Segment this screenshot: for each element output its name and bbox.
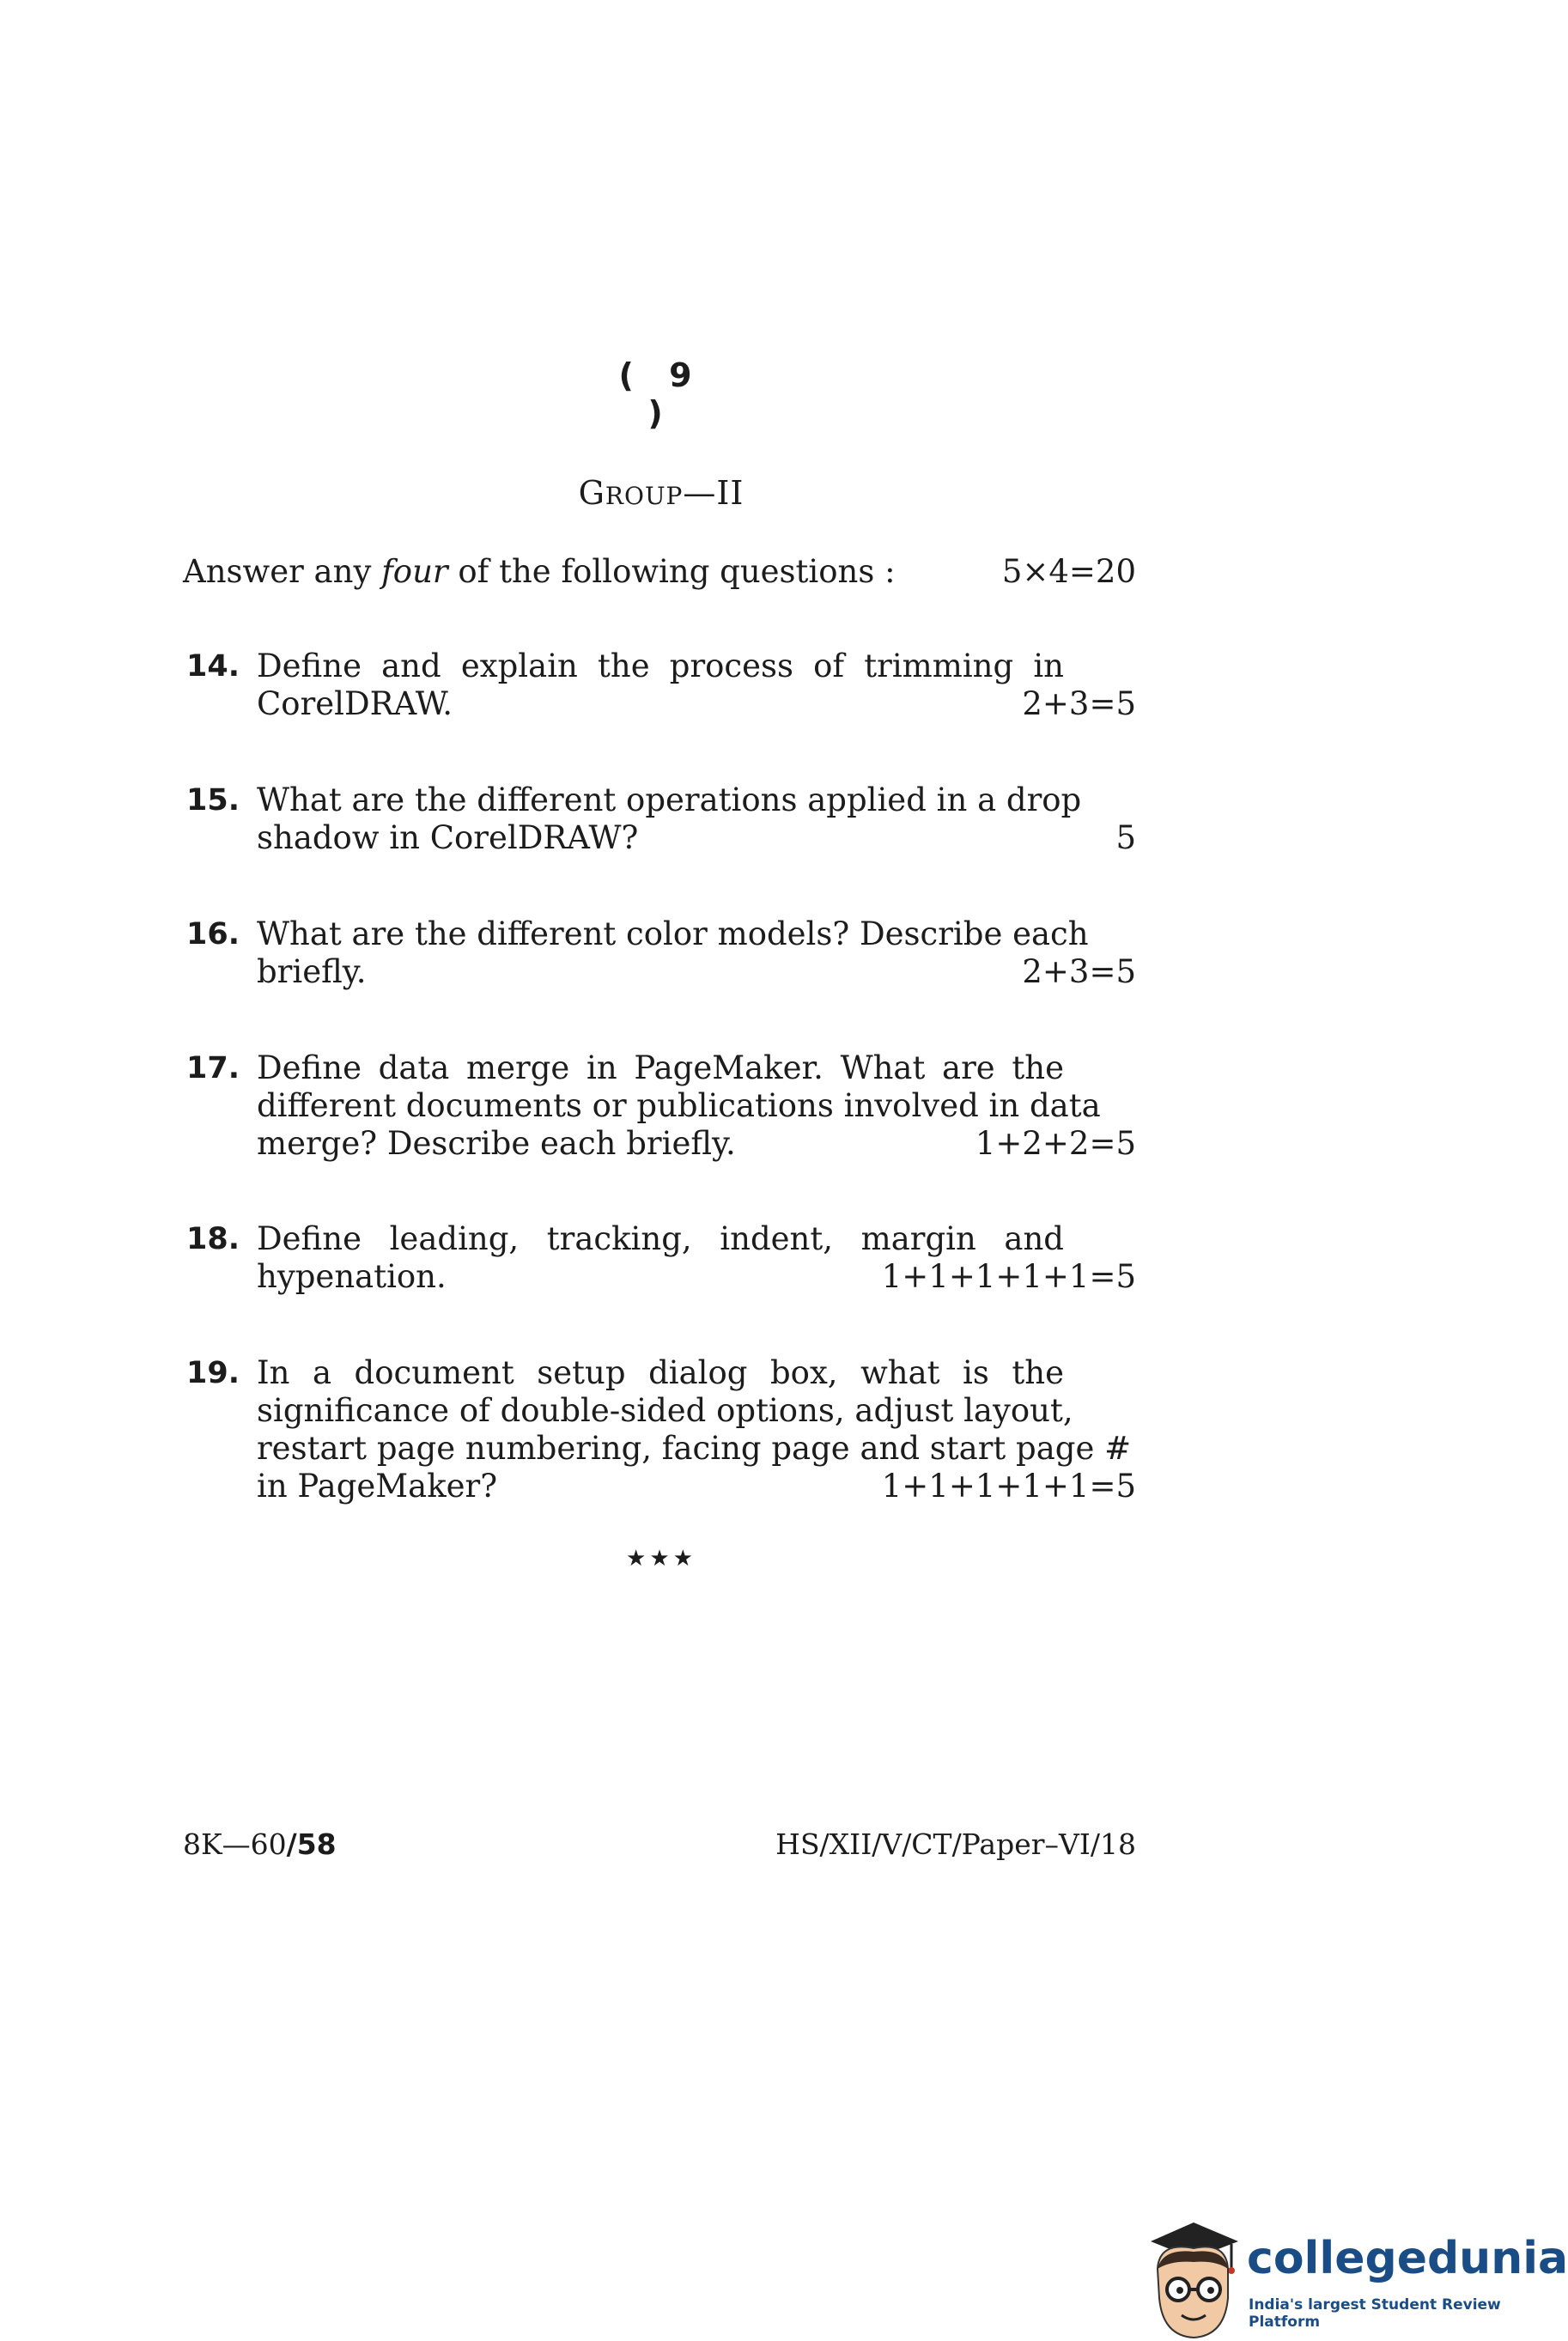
question-item bbox=[183, 781, 1136, 857]
question-text-line: in PageMaker? bbox=[257, 1468, 498, 1505]
instructions bbox=[183, 553, 1136, 590]
footer-code-left bbox=[183, 1827, 337, 1861]
question-item bbox=[183, 648, 1136, 723]
group-title-suffix: —II bbox=[683, 474, 744, 512]
question-text-line: merge? Describe each briefly. bbox=[257, 1125, 736, 1162]
group-title-smallcaps: ROUP bbox=[605, 482, 684, 510]
question-text-line: Define and explain the process of trimming in bbox=[257, 648, 1064, 684]
question-number: 14. bbox=[186, 649, 240, 684]
watermark-tagline: India's largest Student Review Platform bbox=[1249, 2296, 1501, 2331]
question-number: 19. bbox=[186, 1356, 240, 1390]
question-text-line: briefly. bbox=[257, 953, 367, 990]
collegedunia-watermark bbox=[1142, 2216, 1568, 2341]
question-text-line: significance of double-sided options, adjust layout, bbox=[257, 1392, 1073, 1429]
question-item bbox=[183, 1354, 1136, 1505]
instructions-marks: 5×4=20 bbox=[1001, 553, 1136, 590]
instructions-emphasis: four bbox=[381, 553, 448, 590]
instructions-text: Answer any bbox=[183, 553, 382, 590]
question-number: 16. bbox=[186, 917, 240, 952]
question-text-line: different documents or publications involved in data bbox=[257, 1087, 1101, 1124]
instructions-text-tail: of the following questions : bbox=[447, 553, 896, 590]
question-marks: 2+3=5 bbox=[1022, 953, 1136, 990]
question-item bbox=[183, 915, 1136, 991]
question-marks: 2+3=5 bbox=[1022, 685, 1136, 722]
question-text-line: In a document setup dialog box, what is the bbox=[257, 1354, 1064, 1391]
question-text bbox=[257, 1049, 1101, 1163]
question-text-line: Define data merge in PageMaker. What are the bbox=[257, 1049, 1064, 1086]
question-text-line: What are the different operations applied in a drop bbox=[257, 781, 1082, 818]
student-mascot-icon bbox=[1142, 2216, 1245, 2341]
footer-code-right: HS/XII/V/CT/Paper–VI/18 bbox=[775, 1827, 1136, 1861]
question-marks: 5 bbox=[1115, 819, 1136, 856]
question-marks: 1+1+1+1+1=5 bbox=[881, 1468, 1136, 1505]
footer-code-left-text: 8K—60 bbox=[183, 1827, 287, 1861]
question-text-line: CorelDRAW. bbox=[257, 685, 453, 722]
question-text-line: restart page numbering, facing page and start page # bbox=[257, 1430, 1132, 1467]
end-mark: ★★★ bbox=[626, 1546, 696, 1572]
question-marks: 1+2+2=5 bbox=[975, 1125, 1136, 1162]
group-title-initial: G bbox=[578, 474, 605, 512]
watermark-brand: collegedunia bbox=[1247, 2233, 1568, 2284]
page-number: ( 9 ) bbox=[618, 356, 704, 432]
question-number: 18. bbox=[186, 1222, 240, 1256]
question-text-line: hypenation. bbox=[257, 1258, 447, 1295]
question-text bbox=[257, 648, 1064, 723]
question-item bbox=[183, 1049, 1136, 1163]
question-number: 15. bbox=[186, 783, 240, 818]
group-title bbox=[481, 474, 842, 512]
question-text-line: shadow in CorelDRAW? bbox=[257, 819, 639, 856]
question-text-line: What are the different color models? Describe each bbox=[257, 915, 1089, 952]
question-number: 17. bbox=[186, 1051, 240, 1085]
question-text-line: Define leading, tracking, indent, margin and bbox=[257, 1220, 1064, 1257]
footer-code-left-bold: /58 bbox=[286, 1827, 337, 1861]
question-marks: 1+1+1+1+1=5 bbox=[881, 1258, 1136, 1295]
question-text bbox=[257, 781, 1082, 857]
question-item bbox=[183, 1220, 1136, 1296]
